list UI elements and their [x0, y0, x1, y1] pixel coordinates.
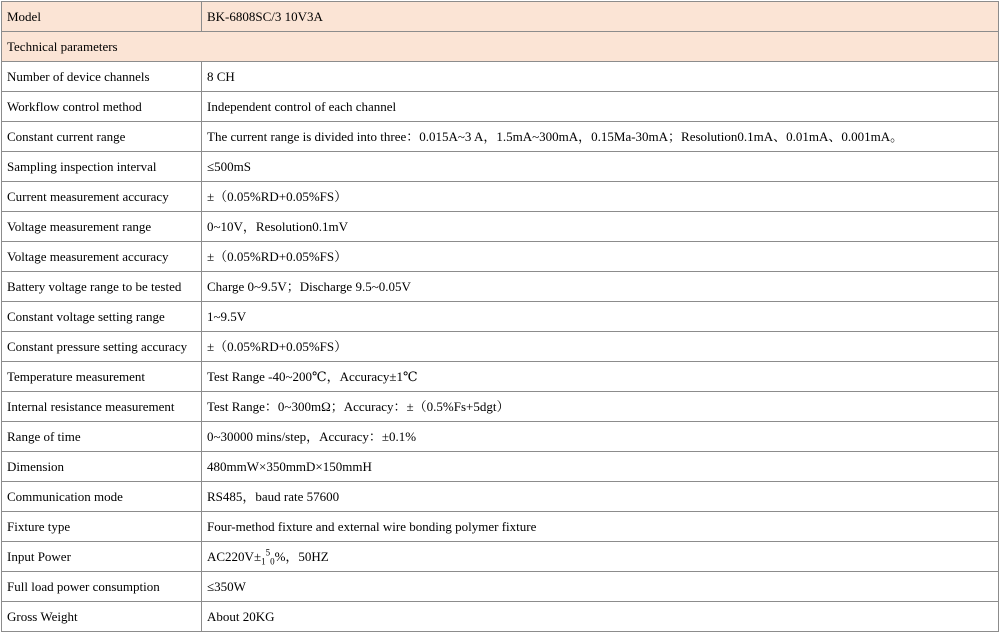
row-label: Fixture type: [2, 512, 202, 542]
row-label: Range of time: [2, 422, 202, 452]
input-power-sub-0: 0: [270, 556, 275, 567]
table-row: [2, 422, 999, 452]
table-row: [2, 242, 999, 272]
model-value: BK-6808SC/3 10V3A: [202, 2, 999, 32]
row-label: Constant pressure setting accuracy: [2, 332, 202, 362]
table-row: [2, 332, 999, 362]
row-label: Full load power consumption: [2, 572, 202, 602]
table-row: [2, 302, 999, 332]
row-label: Temperature measurement: [2, 362, 202, 392]
row-label: Number of device channels: [2, 62, 202, 92]
section-title: Technical parameters: [2, 32, 999, 62]
row-value: 8 CH: [202, 62, 999, 92]
table-row: [2, 92, 999, 122]
input-power-value: [202, 542, 999, 572]
row-label: Communication mode: [2, 482, 202, 512]
table-row: [2, 452, 999, 482]
row-value: ±（0.05%RD+0.05%FS）: [202, 242, 999, 272]
row-value: 0~10V，Resolution0.1mV: [202, 212, 999, 242]
table-row: [2, 482, 999, 512]
row-label: Sampling inspection interval: [2, 152, 202, 182]
table-row: [2, 602, 999, 632]
table-row: [2, 152, 999, 182]
table-row: [2, 62, 999, 92]
row-label: Internal resistance measurement: [2, 392, 202, 422]
row-label: Voltage measurement range: [2, 212, 202, 242]
row-label: Battery voltage range to be tested: [2, 272, 202, 302]
row-label: Workflow control method: [2, 92, 202, 122]
row-label: Input Power: [2, 542, 202, 572]
row-value: 0~30000 mins/step，Accuracy：±0.1%: [202, 422, 999, 452]
row-value: 1~9.5V: [202, 302, 999, 332]
input-power-sub-1: 1: [261, 556, 266, 567]
table-row: [2, 122, 999, 152]
row-label: Constant voltage setting range: [2, 302, 202, 332]
row-value: 480mmW×350mmD×150mmH: [202, 452, 999, 482]
row-value: ±（0.05%RD+0.05%FS）: [202, 332, 999, 362]
row-value: ±（0.05%RD+0.05%FS）: [202, 182, 999, 212]
table-row: [2, 392, 999, 422]
spec-table: [1, 1, 999, 632]
row-value: Charge 0~9.5V；Discharge 9.5~0.05V: [202, 272, 999, 302]
input-power-prefix: AC220V±: [207, 548, 262, 564]
table-row: [2, 182, 999, 212]
row-label: Constant current range: [2, 122, 202, 152]
row-value: The current range is divided into three：0.015A~3 A，1.5mA~300mA，0.15Ma-30mA；Resolution0.1mA、0.01mA、0.001mA。: [202, 122, 999, 152]
input-power-sup-5: 5: [265, 547, 271, 558]
table-row: [2, 512, 999, 542]
input-power-row: [2, 542, 999, 572]
row-label: Voltage measurement accuracy: [2, 242, 202, 272]
row-label: Current measurement accuracy: [2, 182, 202, 212]
row-value: ≤350W: [202, 572, 999, 602]
row-value: Four-method fixture and external wire bonding polymer fixture: [202, 512, 999, 542]
table-row: [2, 362, 999, 392]
row-value: Test Range：0~300mΩ；Accuracy：±（0.5%Fs+5dgt）: [202, 392, 999, 422]
table-row: [2, 212, 999, 242]
row-label: Gross Weight: [2, 602, 202, 632]
input-power-suffix: %，50HZ: [274, 548, 329, 564]
row-value: About 20KG: [202, 602, 999, 632]
section-header-row: [2, 32, 999, 62]
row-value: ≤500mS: [202, 152, 999, 182]
table-row: [2, 572, 999, 602]
row-label: Dimension: [2, 452, 202, 482]
table-row: [2, 272, 999, 302]
row-value: Independent control of each channel: [202, 92, 999, 122]
row-value: RS485，baud rate 57600: [202, 482, 999, 512]
model-label: Model: [2, 2, 202, 32]
row-value: Test Range -40~200℃，Accuracy±1℃: [202, 362, 999, 392]
model-row: [2, 2, 999, 32]
